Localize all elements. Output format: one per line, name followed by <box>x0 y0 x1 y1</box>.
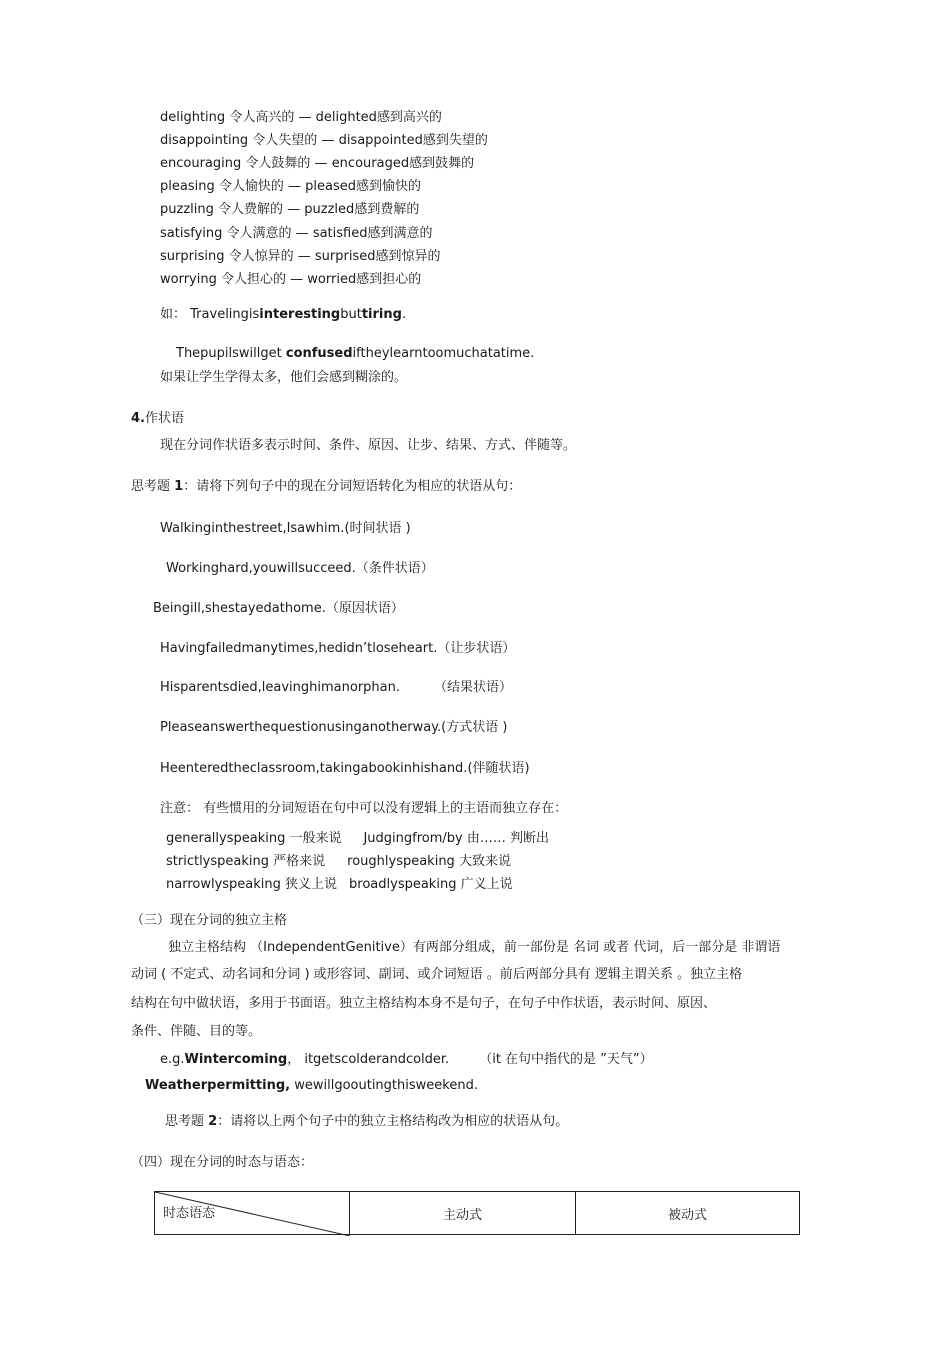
vocab-row: satisfying 令人满意的 — satisfied感到满意的 <box>160 226 433 241</box>
section-heading: 4.作状语 <box>131 411 184 426</box>
vocab-row: delighting 令人高兴的 — delighted感到高兴的 <box>160 110 442 125</box>
question-1: 思考题 1：请将下列句子中的现在分词短语转化为相应的状语从句： <box>131 479 522 494</box>
idiom-row: narrowlyspeaking 狭义上说 broadlyspeaking 广义上说 <box>166 877 513 892</box>
vocab-row: surprising 令人惊异的 — surprised感到惊异的 <box>160 249 441 264</box>
section-heading: （四）现在分词的时态与语态： <box>131 1155 314 1170</box>
question-2: 思考题 2：请将以上两个句子中的独立主格结构改为相应的状语从句。 <box>165 1114 569 1129</box>
table-header-passive: 被动式 <box>667 1207 707 1223</box>
idiom-row: generallyspeaking 一般来说 Judgingfrom/by 由…… 判断出 <box>166 831 549 846</box>
note: 注意： 有些惯用的分词短语在句中可以没有逻辑上的主语而独立存在： <box>160 801 568 816</box>
example-sentence-2: Thepupilswillget confusediftheylearntoomuchatatime. <box>176 346 535 361</box>
table-corner-cell: 时态语态 <box>155 1192 350 1234</box>
example-translation: 如果让学生学得太多，他们会感到糊涂的。 <box>160 370 408 385</box>
vocab-row: puzzling 令人费解的 — puzzled感到费解的 <box>160 202 420 217</box>
adverbial-example: Workinghard,youwillsucceed.（条件状语） <box>166 561 434 576</box>
idiom-row: strictlyspeaking 严格来说 roughlyspeaking 大致来说 <box>166 854 511 869</box>
paragraph-line: 结构在句中做状语，多用于书面语。独立主格结构本身不是句子，在句子中作状语，表示时间、原因、 <box>131 996 717 1011</box>
vocab-row: disappointing 令人失望的 — disappointed感到失望的 <box>160 133 488 148</box>
vocab-row: encouraging 令人鼓舞的 — encouraged感到鼓舞的 <box>160 156 475 171</box>
table-header-active: 主动式 <box>350 1192 576 1234</box>
tense-voice-table <box>154 1191 800 1235</box>
vocab-row: worrying 令人担心的 — worried感到担心的 <box>160 272 422 287</box>
paragraph-line: 条件、伴随、目的等。 <box>131 1024 262 1039</box>
adverbial-example: Walkinginthestreet,Isawhim.(时间状语 ) <box>160 521 411 536</box>
vocab-row: pleasing 令人愉快的 — pleased感到愉快的 <box>160 179 422 194</box>
example-absolute-2: Weatherpermitting, wewillgooutingthisweekend. <box>145 1078 478 1093</box>
paragraph-line: 动词 ( 不定式、动名词和分词 ) 或形容词、副词、或介词短语 。前后两部分具有 逻辑主谓关系 。独立主格 <box>131 967 743 982</box>
section-description: 现在分词作状语多表示时间、条件、原因、让步、结果、方式、伴随等。 <box>160 438 577 453</box>
adverbial-example: Pleaseanswerthequestionusinganotherway.(方式状语 ) <box>160 720 508 735</box>
paragraph-line: 独立主格结构 （IndependentGenitive）有两部分组成，前一部份是 名词 或者 代词，后一部分是 非谓语 <box>168 940 781 955</box>
adverbial-example: Havingfailedmanytimes,hedidn’tloseheart.（让步状语） <box>160 641 516 656</box>
section-heading: （三）现在分词的独立主格 <box>131 913 288 928</box>
adverbial-example: Beingill,shestayedathome.（原因状语） <box>153 601 404 616</box>
adverbial-example: Heenteredtheclassroom,takingabookinhishand.(伴随状语) <box>160 761 530 776</box>
example-sentence-1: 如： Travelingisinterestingbuttiring. <box>160 307 407 322</box>
example-absolute-1: e.g.Wintercoming， itgetscolderandcolder. （it 在句中指代的是 ”天气”） <box>160 1052 653 1067</box>
adverbial-example: Hisparentsdied,leavinghimanorphan. （结果状语） <box>160 680 513 695</box>
